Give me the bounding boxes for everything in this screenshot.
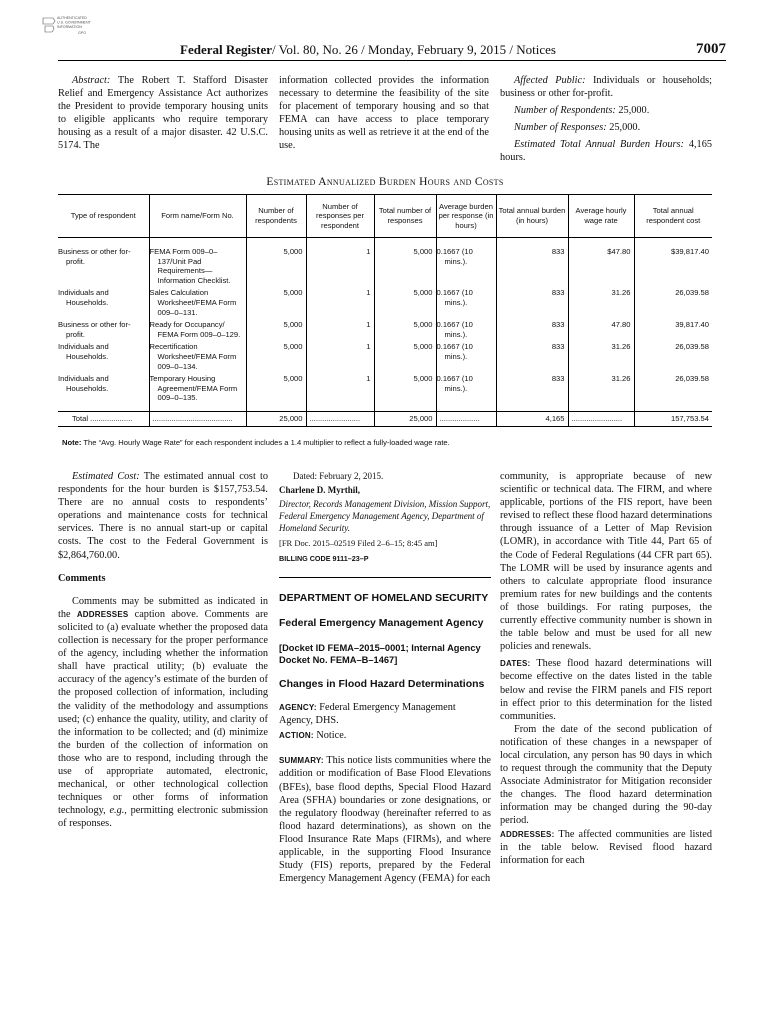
cell-respondent-type: Individuals and Households.	[58, 288, 109, 307]
cell-respondents: 5,000	[246, 238, 306, 286]
comments-heading: Comments	[58, 572, 106, 584]
cell-avg-burden: 0.1667 (10 mins.).	[436, 339, 496, 371]
cell-total-responses: 5,000	[374, 339, 436, 371]
table-note-text: The “Avg. Hourly Wage Rate” for each respondent includes a 1.4 multiplier to reflect a fully-loaded wage rate.	[83, 438, 450, 447]
action-text: Notice.	[316, 730, 347, 742]
gpo-authenticated-logo	[40, 14, 100, 36]
cell-wage-rate: 31.26	[568, 285, 634, 317]
cell-responses-per: 1	[306, 238, 374, 286]
cell-avg-burden: 0.1667 (10 mins.).	[436, 285, 496, 317]
table-note-label: Note:	[62, 438, 82, 447]
fr-doc-line: [FR Doc. 2015–02519 Filed 2–6–15; 8:45 am]	[279, 538, 438, 548]
cell-avg-burden: 0.1667 (10 mins.).	[436, 238, 496, 286]
signer-name: Charlene D. Myrthil,	[279, 485, 360, 495]
cell-total-responses-per: ........................	[306, 411, 374, 426]
cell-cost: 39,817.40	[634, 317, 712, 339]
gpo-logo-line-4: GPO	[78, 31, 86, 35]
issue-info: / Vol. 80, No. 26 / Monday, February 9, 2015 / Notices	[272, 42, 556, 57]
respondent-summary-column	[500, 74, 712, 165]
col-header: Number of responses per respondent	[306, 195, 374, 238]
cell-cost: 26,039.58	[634, 285, 712, 317]
abstract-continued-text: information collected provides the information necessary to determine the feasibility of the site for placement of temporary housing and so that FEMA can have access to place temporary housing units as well as retrieve it at the end of the use.	[279, 75, 489, 152]
col-header: Average burden per response (in hours)	[436, 195, 496, 238]
cell-respondents: 5,000	[246, 285, 306, 317]
cell-form: FEMA Form 009–0–137/Unit Pad Requirements—Information Checklist.	[149, 238, 246, 286]
cell-responses-per: 1	[306, 339, 374, 371]
table-row	[58, 317, 712, 339]
cell-total-responses: 5,000	[374, 285, 436, 317]
gpo-logo-line-1: AUTHENTICATED	[57, 16, 87, 20]
section-divider	[279, 577, 491, 578]
cell-total-respondents: 25,000	[246, 411, 306, 426]
cell-avg-burden: 0.1667 (10 mins.).	[436, 317, 496, 339]
summary-label: SUMMARY:	[279, 756, 324, 766]
cell-form: Ready for Occupancy/ FEMA Form 009–0–129.	[149, 317, 246, 339]
responses-label: Number of Responses:	[514, 122, 607, 134]
department-heading: DEPARTMENT OF HOMELAND SECURITY	[279, 592, 489, 605]
cell-total-cost: 157,753.54	[634, 411, 712, 426]
document-title: Changes in Flood Hazard Determinations	[279, 678, 485, 691]
publication-name: Federal Register	[180, 42, 273, 57]
cell-total-burden: 833	[496, 285, 568, 317]
cell-cost: 26,039.58	[634, 339, 712, 371]
col-header: Total number of responses	[374, 195, 436, 238]
abstract-continued-column	[279, 74, 489, 153]
header-rule	[58, 60, 726, 61]
table-caption	[58, 176, 712, 188]
addresses-reference: ADDRESSES	[76, 609, 129, 619]
dated-line: Dated: February 2, 2015.	[293, 471, 384, 481]
cell-respondent-type: Individuals and Households.	[58, 374, 109, 393]
burden-hours-value: 4,165 hours.	[500, 139, 712, 164]
cell-avg-burden: 0.1667 (10 mins.).	[436, 371, 496, 411]
cell-form: Sales Calculation Worksheet/FEMA Form 009–0–131.	[149, 285, 246, 317]
abstract-label: Abstract:	[72, 75, 111, 86]
cell-total-responses: 5,000	[374, 238, 436, 286]
cell-respondent-type: Business or other for-profit.	[58, 320, 131, 339]
cell-wage-rate: 31.26	[568, 339, 634, 371]
cell-total-responses: 5,000	[374, 317, 436, 339]
billing-code: BILLING CODE 9111–23–P	[279, 554, 369, 563]
docket-line: [Docket ID FEMA–2015–0001; Internal Agency Docket No. FEMA–B–1467]	[279, 643, 481, 666]
abstract-text: The Robert T. Stafford Disaster Relief and Emergency Assistance Act authorizes the President to provide temporary housing units to eligible applicants who require temporary housing as a result of a major disaster. 42 U.S.C. 5174. The	[58, 75, 269, 152]
col-header: Total annual burden (in hours)	[496, 195, 568, 238]
cell-respondent-type: Business or other for-profit.	[58, 247, 131, 266]
signature-notice-column	[279, 470, 491, 885]
respondents-value: 25,000.	[618, 105, 650, 117]
burden-hours-table	[58, 194, 712, 427]
cell-total-burden: 833	[496, 339, 568, 371]
cell-cost: 26,039.58	[634, 371, 712, 411]
cell-respondent-type: Individuals and Households.	[58, 342, 109, 361]
cell-respondents: 5,000	[246, 317, 306, 339]
gpo-logo-line-3: INFORMATION	[57, 25, 82, 29]
gpo-logo-line-2: U.S. GOVERNMENT	[57, 20, 91, 25]
comments-text-3: permitting electronic submission of responses.	[58, 805, 269, 830]
cell-responses-per: 1	[306, 285, 374, 317]
col-header: Form name/Form No.	[149, 195, 246, 238]
col-header: Total annual respondent cost	[634, 195, 712, 238]
estimated-cost-text: The estimated annual cost to respondents for the hour burden is $157,753.54. There are no annual costs to respondents’ operations and maintenance costs for technical services. There is no annual start-up or capital costs. The cost to the Federal Government is $2,864,760.00.	[58, 471, 269, 561]
table-row	[58, 339, 712, 371]
cell-responses-per: 1	[306, 371, 374, 411]
cell-wage-rate: $47.80	[568, 238, 634, 286]
affected-public-text: Individuals or households; business or other for-profit.	[500, 75, 712, 100]
reconsideration-text: From the date of the second publication of notification of these changes in a newspaper of local circulation, any person has 90 days in which to request through the community that the Deputy Associate Administrator for Mitigation reconsider the changes. The flood hazard determination information may be changed during the 90-day period.	[500, 723, 712, 827]
cell-total-responses: 25,000	[374, 411, 436, 426]
respondents-label: Number of Respondents:	[514, 105, 616, 117]
dates-label: DATES:	[500, 659, 531, 669]
col-header: Number of respondents	[246, 195, 306, 238]
cell-wage-rate: 31.26	[568, 371, 634, 411]
cell-cost: $39,817.40	[634, 238, 712, 286]
summary-continued-text: community, is appropriate because of new scientific or technical data. The FIRM, and where applicable, portions of the FIS report, have been revised to reflect these flood hazard determinations through issuance of a Letter of Map Revision (LOMR), in accordance with Title 44, Part 65 of the Code of Federal Regulations (44 CFR part 65). The LOMR will be used by insurance agents and others to calculate appropriate flood insurance premium rates for new buildings and the contents of those buildings. For rating purposes, the currently effective community number is shown in the table below and must be used for all new policies and renewals.	[500, 471, 712, 653]
cell-total-burden: 833	[496, 238, 568, 286]
col-header: Type of respondent	[58, 195, 149, 238]
action-label: ACTION:	[279, 731, 314, 741]
summary-continued-column	[500, 470, 712, 867]
burden-hours-label: Estimated Total Annual Burden Hours:	[514, 139, 684, 151]
cell-total-wage: ........................	[568, 411, 634, 426]
table-row	[58, 285, 712, 317]
col-header: Average hourly wage rate	[568, 195, 634, 238]
estimated-cost-label: Estimated Cost:	[72, 471, 140, 482]
table-total-row	[58, 411, 712, 426]
cell-total-avg-burden: ...................	[436, 411, 496, 426]
addresses-text: The affected communities are listed in the table below. Revised flood hazard information for each	[500, 828, 712, 866]
responses-value: 25,000.	[609, 122, 641, 134]
comments-text-1: Comments may be submitted as indicated in the	[58, 595, 268, 620]
dates-text: These flood hazard determinations will become effective on the dates listed in the table below and revise the FIRM panels and FIS report in effect prior to this determination for the listed communities.	[500, 658, 712, 722]
affected-public-label: Affected Public:	[514, 75, 586, 86]
cell-wage-rate: 47.80	[568, 317, 634, 339]
agency-label: AGENCY:	[279, 703, 317, 713]
comments-eg: e.g.,	[109, 805, 127, 817]
addresses-label: ADDRESSES:	[500, 829, 555, 839]
cell-total-form: ......................................	[149, 411, 246, 426]
cell-total-burden: 833	[496, 317, 568, 339]
agency-text: Federal Emergency Management Agency, DHS.	[279, 702, 456, 727]
running-header	[180, 42, 556, 58]
table-header-row	[58, 195, 712, 238]
cell-total-label: Total ....................	[58, 411, 149, 426]
cell-total-responses: 5,000	[374, 371, 436, 411]
cell-respondents: 5,000	[246, 371, 306, 411]
abstract-column	[58, 74, 268, 153]
agency-heading: Federal Emergency Management Agency	[279, 617, 484, 630]
table-row	[58, 238, 712, 286]
summary-text: This notice lists communities where the addition or modification of Base Flood Elevations (BFEs), base flood depths, Special Flood Hazard Area (SFHA) boundaries or zone designations, or the regulatory floodway (hereinafter referred to as flood hazard determinations), as shown on the Flood Insurance Rate Maps (FIRMs), and where applicable, in the supporting Flood Insurance Study (FIS) reports, prepared by the Federal Emergency Management Agency (FEMA) for each	[279, 755, 491, 885]
cell-form: Recertification Worksheet/FEMA Form 009–0–134.	[149, 339, 246, 371]
cell-form: Temporary Housing Agreement/FEMA Form 009–0–135.	[149, 371, 246, 411]
table-caption-text: Estimated Annualized Burden Hours and Costs	[266, 176, 504, 188]
cost-comments-column	[58, 470, 268, 830]
cell-respondents: 5,000	[246, 339, 306, 371]
cell-responses-per: 1	[306, 317, 374, 339]
cell-total-burden: 833	[496, 371, 568, 411]
cell-total-burden: 4,165	[496, 411, 568, 426]
page-number: 7007	[696, 41, 726, 57]
table-row	[58, 371, 712, 411]
signer-title: Director, Records Management Division, Mission Support, Federal Emergency Management Agency, Department of Homeland Security.	[279, 499, 491, 533]
table-note	[62, 438, 450, 447]
comments-text-2: caption above. Comments are solicited to (a) evaluate whether the proposed data collection is necessary for the proper performance of the agency, including whether the information shall have practical utility; (b) evaluate the accuracy of the agency’s estimate of the burden of the proposed collection of information, including the validity of the methodology and assumptions used; (c) enhance the quality, utility, and clarity of the information to be collected; and (d) minimize the burden of the collection of information on those who are to respond, including through the use of appropriate automated, electronic, mechanical, or other technological collection techniques or other forms of information technology,	[58, 608, 268, 817]
